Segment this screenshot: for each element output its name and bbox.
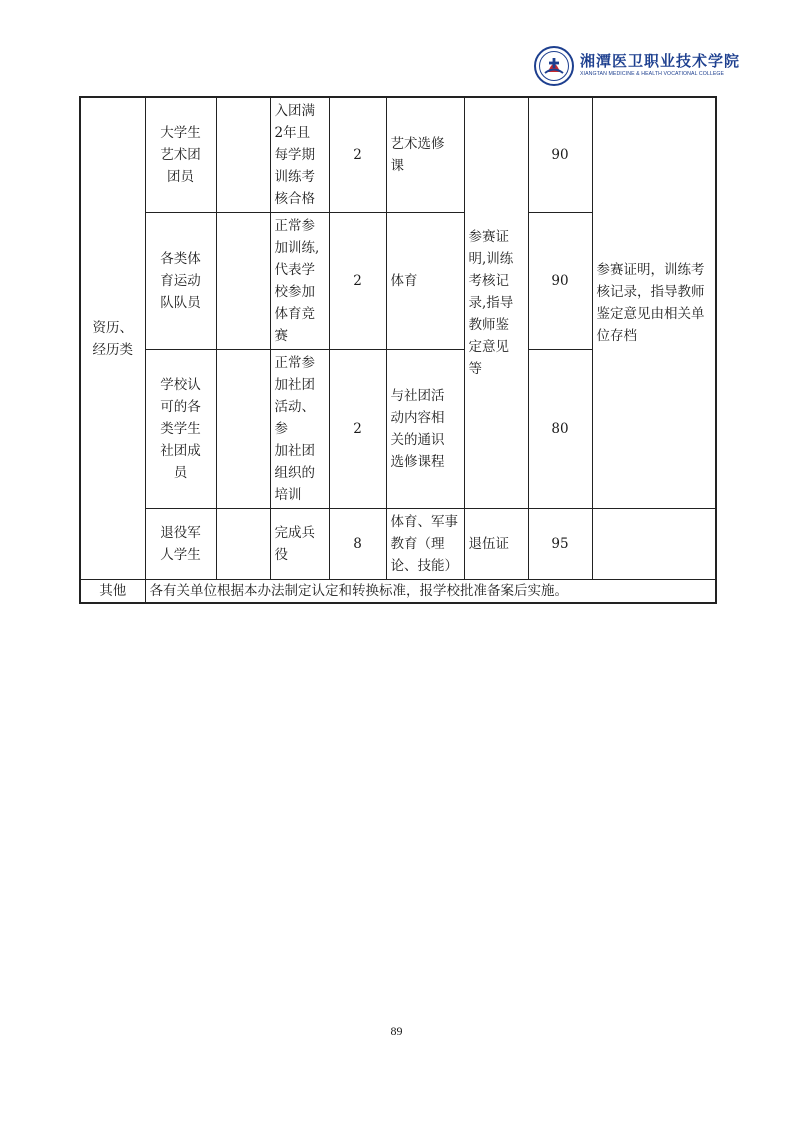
credits-cell: 2	[329, 97, 386, 213]
logo-english-name: XIANGTAN MEDICINE & HEALTH VOCATIONAL COLLEGE	[580, 71, 725, 78]
college-emblem-icon	[534, 46, 574, 86]
page-number: 89	[390, 1024, 403, 1038]
course-cell: 体育	[386, 213, 464, 350]
proof-cell: 退伍证	[464, 509, 528, 580]
course-cell: 与社团活 动内容相 关的通识 选修课程	[386, 350, 464, 509]
blank-cell	[216, 350, 270, 509]
other-label-cell: 其他	[80, 580, 145, 604]
condition-cell: 完成兵 役	[270, 509, 329, 580]
score-cell: 90	[528, 213, 592, 350]
college-logo	[534, 44, 741, 88]
item-name-cell: 学校认 可的各 类学生 社团成 员	[145, 350, 216, 509]
credits-cell: 2	[329, 350, 386, 509]
other-text-cell: 各有关单位根据本办法制定认定和转换标准，报学校批准备案后实施。	[145, 580, 716, 604]
proof-cell: 参赛证 明,训练 考核记 录,指导 教师鉴 定意见 等	[464, 97, 528, 509]
course-cell: 艺术选修 课	[386, 97, 464, 213]
archive-cell	[592, 509, 716, 580]
blank-cell	[216, 97, 270, 213]
course-cell: 体育、军事 教育（理 论、技能）	[386, 509, 464, 580]
score-cell: 95	[528, 509, 592, 580]
credit-conversion-table	[79, 96, 717, 604]
item-name-cell: 退役军 人学生	[145, 509, 216, 580]
item-name-cell: 各类体 育运动 队队员	[145, 213, 216, 350]
table-row	[80, 509, 716, 580]
score-cell: 90	[528, 97, 592, 213]
credits-cell: 8	[329, 509, 386, 580]
blank-cell	[216, 213, 270, 350]
condition-cell: 正常参 加训练, 代表学 校参加 体育竞 赛	[270, 213, 329, 350]
logo-chinese-name: 湘潭医卫职业技术学院	[580, 52, 741, 71]
item-name-cell: 大学生 艺术团 团员	[145, 97, 216, 213]
category-cell: 资历、 经历类	[80, 97, 145, 580]
archive-cell: 参赛证明，训练考核记录，指导教师鉴定意见由相关单位存档	[592, 97, 716, 509]
score-cell: 80	[528, 350, 592, 509]
table-row-other	[80, 580, 716, 604]
credits-cell: 2	[329, 213, 386, 350]
table-row	[80, 97, 716, 213]
condition-cell: 正常参 加社团 活动、参 加社团 组织的 培训	[270, 350, 329, 509]
blank-cell	[216, 509, 270, 580]
condition-cell: 入团满 2年且 每学期 训练考 核合格	[270, 97, 329, 213]
